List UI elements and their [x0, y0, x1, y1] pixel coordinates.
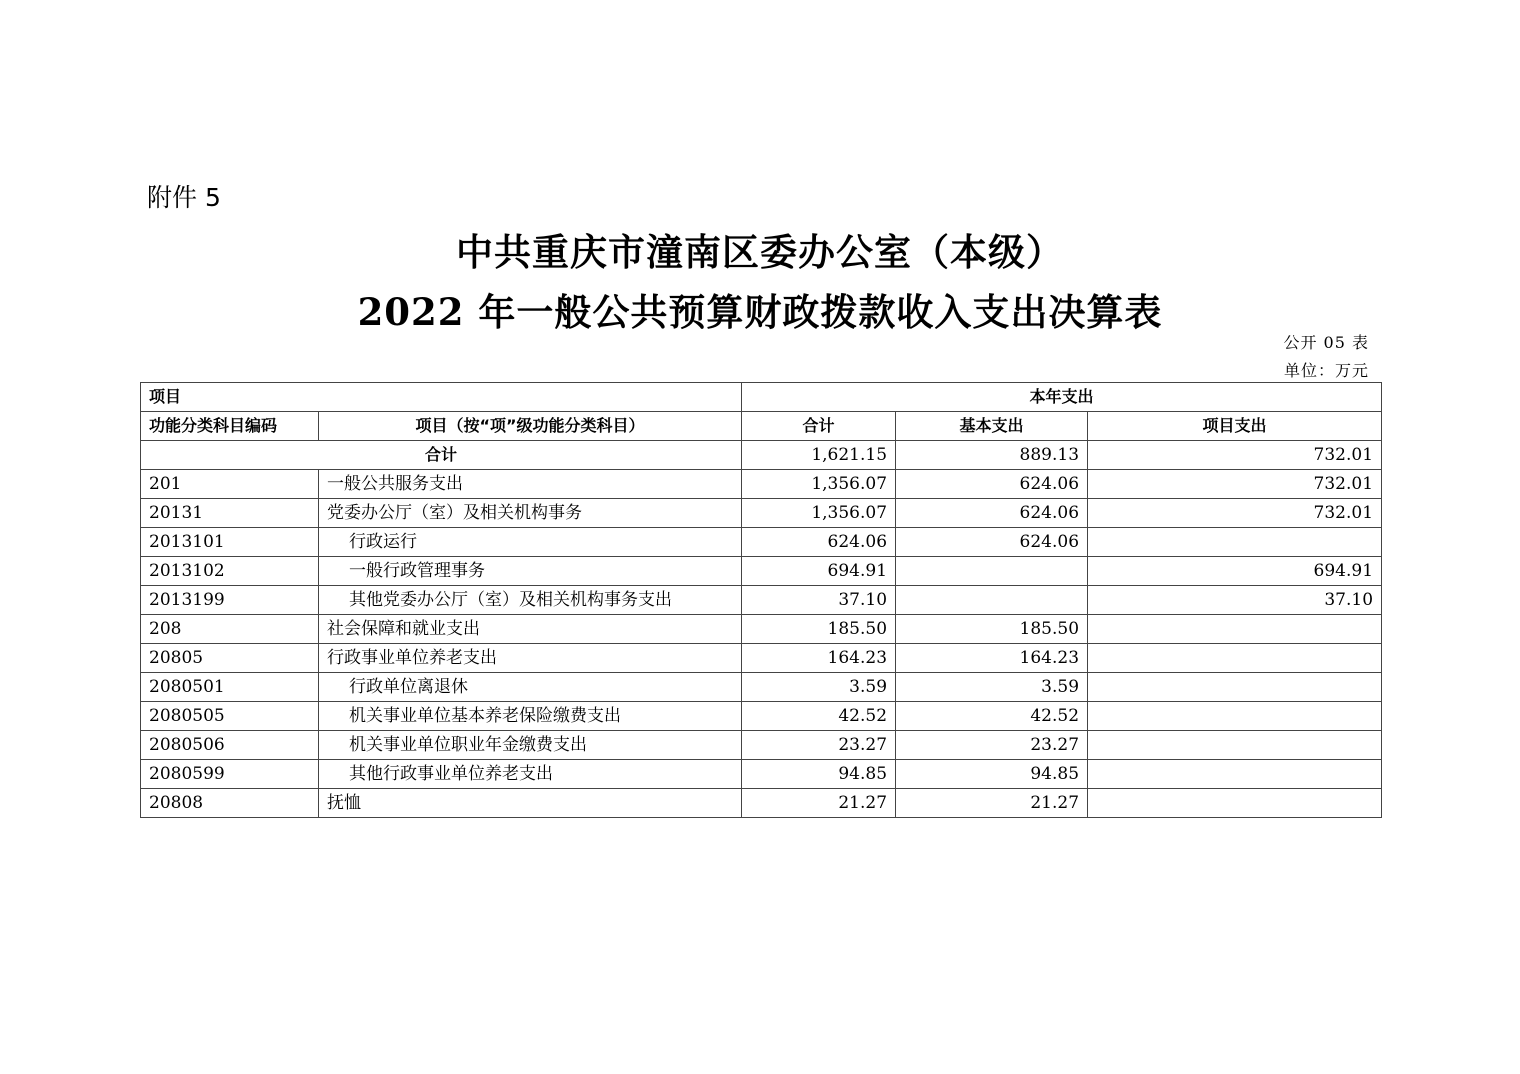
row-name: 其他行政事业单位养老支出 [319, 760, 742, 789]
col-header-name: 项目（按“项”级功能分类科目） [319, 412, 742, 441]
row-total: 37.10 [742, 586, 896, 615]
row-code: 201 [141, 470, 319, 499]
row-basic: 624.06 [896, 470, 1088, 499]
budget-table [140, 382, 1382, 818]
row-code: 2080501 [141, 673, 319, 702]
row-total: 23.27 [742, 731, 896, 760]
row-project [1088, 528, 1382, 557]
header-row-columns [141, 412, 1382, 441]
row-code: 20805 [141, 644, 319, 673]
row-total: 185.50 [742, 615, 896, 644]
row-name: 抚恤 [319, 789, 742, 818]
row-name: 机关事业单位基本养老保险缴费支出 [319, 702, 742, 731]
row-code: 20808 [141, 789, 319, 818]
row-name: 社会保障和就业支出 [319, 615, 742, 644]
total-label: 合计 [141, 441, 742, 470]
row-name: 一般行政管理事务 [319, 557, 742, 586]
row-total: 164.23 [742, 644, 896, 673]
row-basic: 624.06 [896, 499, 1088, 528]
row-basic [896, 586, 1088, 615]
document-title-line2: 2022 年一般公共预算财政拨款收入支出决算表 [357, 290, 1163, 334]
row-project [1088, 789, 1382, 818]
table-row [141, 528, 1382, 557]
row-total: 94.85 [742, 760, 896, 789]
row-project: 694.91 [1088, 557, 1382, 586]
table-row [141, 731, 1382, 760]
row-total: 624.06 [742, 528, 896, 557]
table-row [141, 789, 1382, 818]
row-code: 2013102 [141, 557, 319, 586]
row-total: 3.59 [742, 673, 896, 702]
row-project [1088, 702, 1382, 731]
table-row [141, 615, 1382, 644]
row-basic: 164.23 [896, 644, 1088, 673]
table-row [141, 499, 1382, 528]
row-project [1088, 760, 1382, 789]
table-row [141, 644, 1382, 673]
row-project: 732.01 [1088, 470, 1382, 499]
total-basic: 889.13 [896, 441, 1088, 470]
row-total: 21.27 [742, 789, 896, 818]
table-row [141, 702, 1382, 731]
row-basic: 42.52 [896, 702, 1088, 731]
row-name: 其他党委办公厅（室）及相关机构事务支出 [319, 586, 742, 615]
row-basic: 3.59 [896, 673, 1088, 702]
col-header-project: 项目支出 [1088, 412, 1382, 441]
row-total: 694.91 [742, 557, 896, 586]
row-basic [896, 557, 1088, 586]
header-item: 项目 [141, 383, 742, 412]
total-project: 732.01 [1088, 441, 1382, 470]
col-header-total: 合计 [742, 412, 896, 441]
header-row-top [141, 383, 1382, 412]
row-code: 2013199 [141, 586, 319, 615]
row-code: 2080505 [141, 702, 319, 731]
total-sum: 1,621.15 [742, 441, 896, 470]
row-code: 2080506 [141, 731, 319, 760]
row-total: 1,356.07 [742, 470, 896, 499]
table-row [141, 760, 1382, 789]
row-project [1088, 615, 1382, 644]
header-current-year: 本年支出 [742, 383, 1382, 412]
row-total: 1,356.07 [742, 499, 896, 528]
row-name: 行政单位离退休 [319, 673, 742, 702]
row-name: 党委办公厅（室）及相关机构事务 [319, 499, 742, 528]
col-header-code: 功能分类科目编码 [141, 412, 319, 441]
row-code: 208 [141, 615, 319, 644]
row-code: 2080599 [141, 760, 319, 789]
document-title-line1: 中共重庆市潼南区委办公室（本级） [456, 230, 1064, 274]
row-total: 42.52 [742, 702, 896, 731]
row-project [1088, 731, 1382, 760]
row-basic: 94.85 [896, 760, 1088, 789]
row-project [1088, 644, 1382, 673]
table-row [141, 586, 1382, 615]
row-name: 一般公共服务支出 [319, 470, 742, 499]
row-project: 732.01 [1088, 499, 1382, 528]
attachment-label: 附件 5 [147, 183, 221, 212]
row-project: 37.10 [1088, 586, 1382, 615]
row-name: 行政运行 [319, 528, 742, 557]
row-project [1088, 673, 1382, 702]
table-row [141, 673, 1382, 702]
row-basic: 23.27 [896, 731, 1088, 760]
col-header-basic: 基本支出 [896, 412, 1088, 441]
table-code: 公开 05 表 [1283, 333, 1369, 352]
row-code: 2013101 [141, 528, 319, 557]
unit-label: 单位：万元 [1283, 361, 1369, 380]
row-basic: 185.50 [896, 615, 1088, 644]
row-code: 20131 [141, 499, 319, 528]
table-row [141, 557, 1382, 586]
row-basic: 21.27 [896, 789, 1088, 818]
row-name: 行政事业单位养老支出 [319, 644, 742, 673]
row-name: 机关事业单位职业年金缴费支出 [319, 731, 742, 760]
table-row [141, 470, 1382, 499]
total-row [141, 441, 1382, 470]
row-basic: 624.06 [896, 528, 1088, 557]
